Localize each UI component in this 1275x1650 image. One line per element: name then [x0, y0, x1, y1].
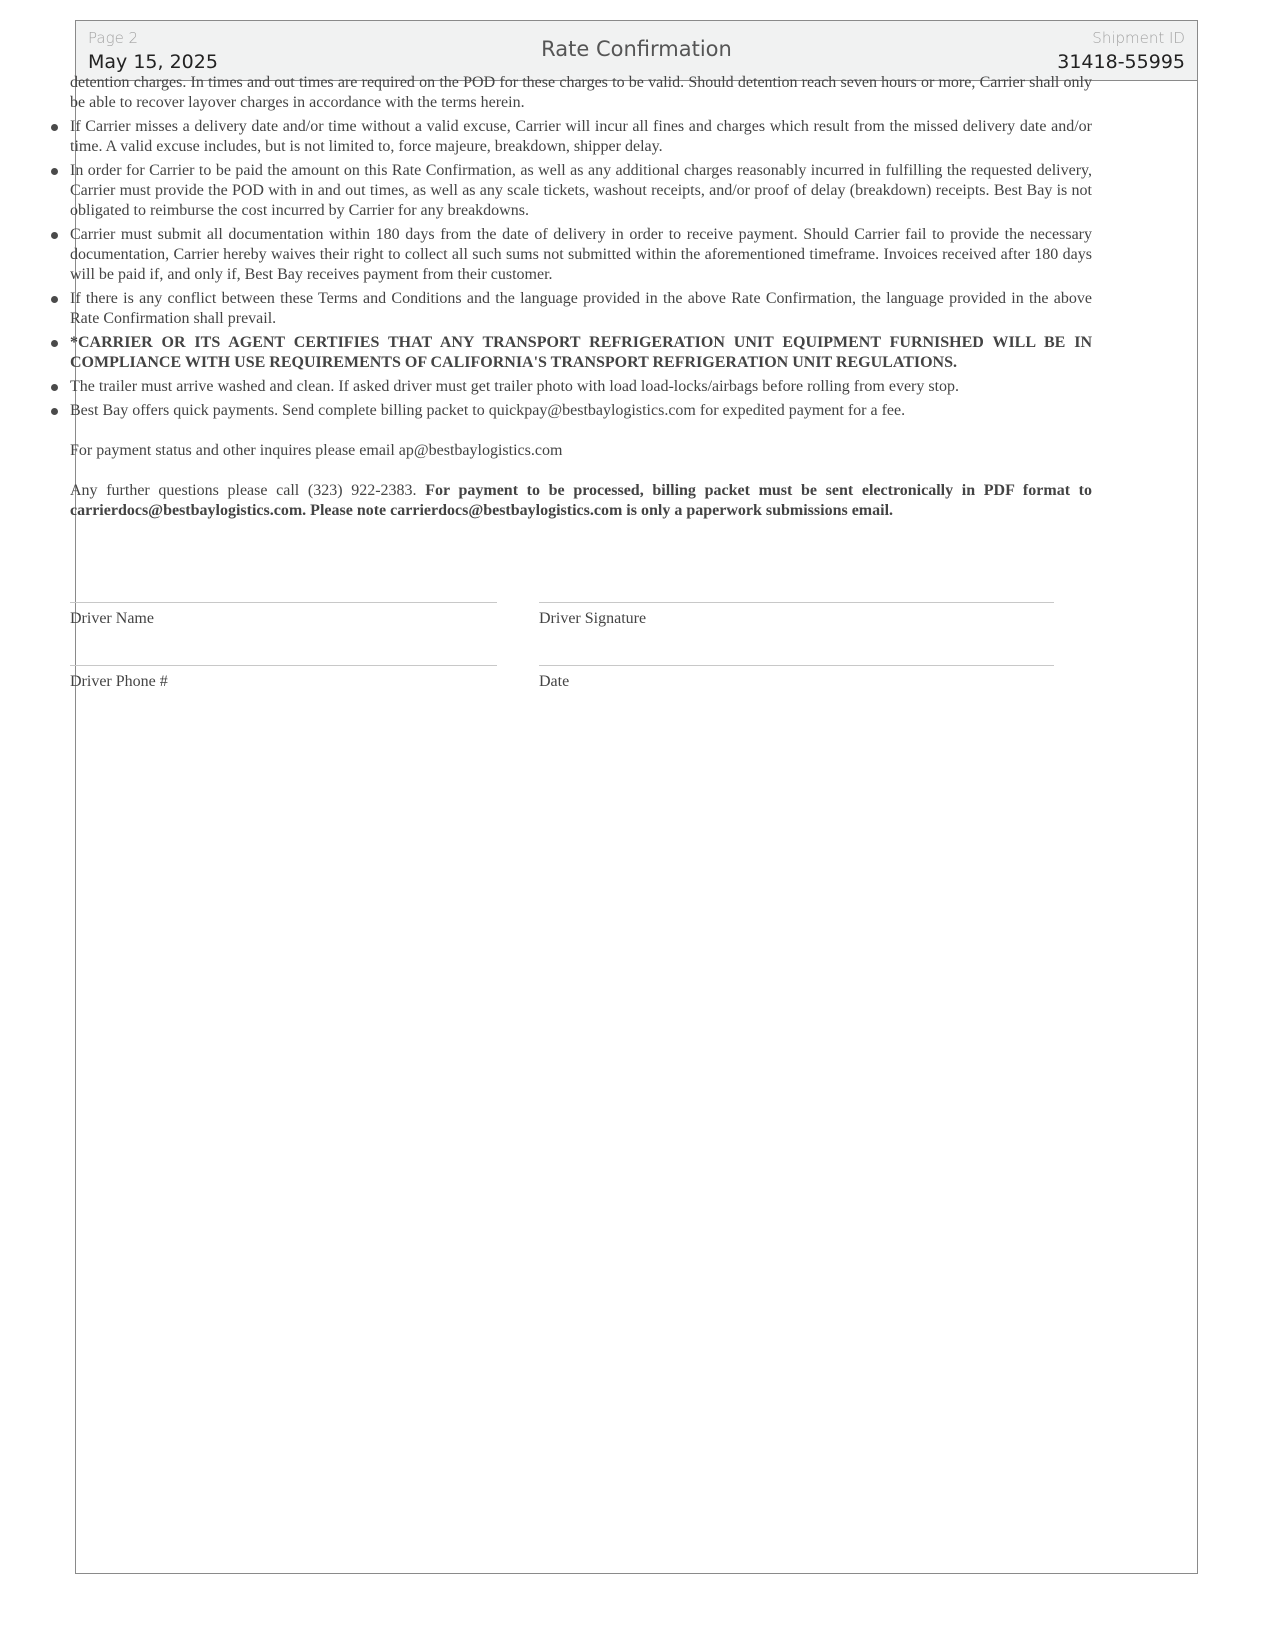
questions-note — [70, 481, 1092, 521]
bullet-icon — [51, 296, 58, 303]
signature-row-2 — [70, 661, 1092, 701]
signature-row-1 — [70, 598, 1092, 638]
driver-phone-label: Driver Phone # — [70, 673, 168, 690]
document-title: Rate Confirmation — [541, 37, 732, 61]
term-text: If Carrier misses a delivery date and/or time without a valid excuse, Carrier will incur all fines and charges which result from the missed delivery date and/or time. A valid excuse includes, but is not limited to, force majeure, breakdown, shipper delay. — [70, 118, 1092, 155]
driver-signature-label: Driver Signature — [539, 610, 647, 627]
date-label: Date — [539, 673, 570, 690]
bullet-icon — [51, 408, 58, 415]
term-item — [70, 377, 1092, 397]
term-item — [70, 225, 1092, 285]
term-text: Best Bay offers quick payments. Send complete billing packet to quickpay@bestbaylogistics.com for expedited payment for a fee. — [70, 402, 906, 419]
term-text: If there is any conflict between these Terms and Conditions and the language provided in the above Rate Confirmation, the language provided in the above Rate Confirmation shall prevail. — [70, 290, 1092, 327]
payment-status-note: For payment status and other inquires please email ap@bestbaylogistics.com — [70, 442, 563, 459]
bullet-icon — [51, 232, 58, 239]
driver-name-line[interactable] — [70, 602, 497, 603]
bullet-icon — [51, 340, 58, 347]
term-text: The trailer must arrive washed and clean. If asked driver must get trailer photo with load load-locks/airbags before rolling from every stop. — [70, 378, 960, 395]
driver-signature-line[interactable] — [539, 602, 1054, 603]
header-right — [1057, 28, 1185, 75]
shipment-id-value: 31418-55995 — [1057, 51, 1185, 73]
term-item — [70, 401, 1092, 421]
page-number: Page 2 — [88, 29, 139, 47]
term-text: In order for Carrier to be paid the amount on this Rate Confirmation, as well as any additional charges reasonably incurred in fulfilling the requested delivery, Carrier must provide the POD with in and out times, as well as any scale tickets, washout receipts, and/or proof of delay (breakdown) receipts. Best Bay is not obligated to reimburse the cost incurred by Carrier for any breakdowns. — [70, 162, 1092, 219]
term-item-certification — [70, 333, 1092, 373]
bullet-icon — [51, 168, 58, 175]
term-text: *CARRIER OR ITS AGENT CERTIFIES THAT ANY TRANSPORT REFRIGERATION UNIT EQUIPMENT FURNISHED WILL BE IN COMPLIANCE WITH USE REQUIREMENTS OF CALIFORNIA'S TRANSPORT REFRIGERATION UNIT REGULATIONS. — [70, 334, 1092, 371]
terms-list — [70, 117, 1092, 421]
date-line[interactable] — [539, 665, 1054, 666]
terms-content — [70, 73, 1092, 521]
document-date: May 15, 2025 — [88, 51, 218, 73]
bullet-icon — [51, 124, 58, 131]
term-item — [70, 161, 1092, 221]
term-item — [70, 289, 1092, 329]
driver-phone-line[interactable] — [70, 665, 497, 666]
bullet-icon — [51, 384, 58, 391]
continued-paragraph: detention charges. In times and out times are required on the POD for these charges to be valid. Should detention reach seven hours or more, Carrier shall only be able to recover layover charges in accordance with the terms herein. — [70, 74, 1092, 111]
term-text: Carrier must submit all documentation within 180 days from the date of delivery in order to receive payment. Should Carrier fail to provide the necessary documentation, Carrier hereby waives their right to collect all such sums not submitted within the aforementioned timeframe. Invoices received after 180 days will be paid if, and only if, Best Bay receives payment from their customer. — [70, 226, 1092, 283]
term-item — [70, 117, 1092, 157]
driver-name-label: Driver Name — [70, 610, 154, 627]
billing-instructions: For payment to be processed, billing packet must be sent electronically in PDF format to carrierdocs@bestbaylogistics.com. Please note carrierdocs@bestbaylogistics.com is only a paperwork submissions email. — [70, 482, 1093, 519]
page-header — [76, 21, 1197, 81]
questions-text: Any further questions please call (323) 922-2383. — [70, 482, 417, 499]
shipment-id-label: Shipment ID — [1092, 29, 1185, 47]
